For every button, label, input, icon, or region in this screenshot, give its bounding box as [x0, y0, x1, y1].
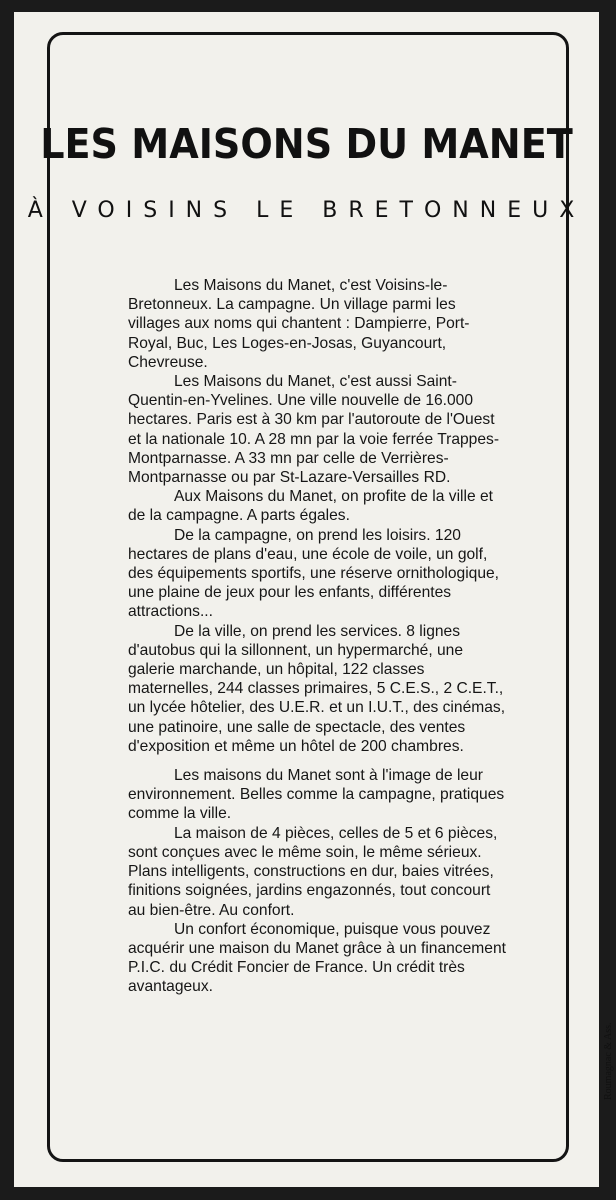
page-title: LES MAISONS DU MANET	[40, 120, 573, 168]
paragraph-services: De la ville, on prend les services. 8 lignes d'autobus qui la sillonnent, un hypermarché, une galerie marchande, un hôpital, 122 classes maternelles, 244 classes primaires, 5 C.E.S., 2 C.E.T., un lycée hôtelier, des U.E.R. et un I.U.T., des cinémas, une patinoire, une salle de spectacle, des ventes d'exposition et même un hôtel de 200 chambres.	[128, 622, 506, 755]
paragraph-loisirs: De la campagne, on prend les loisirs. 120 hectares de plans d'eau, une école de voile, un golf, des équipements sportifs, une réserve ornithologique, une plaine de jeux pour les enfants, différentes attractions...	[128, 526, 500, 621]
page-subtitle: À VOISINS LE BRETONNEUX	[27, 198, 586, 223]
brochure-page	[14, 12, 614, 1187]
paragraph-ville-campagne: Aux Maisons du Manet, on profite de la ville et de la campagne. A parts égales.	[128, 488, 493, 525]
paragraph-voisins: Les Maisons du Manet, c'est Voisins-le-Bretonneux. La campagne. Un village parmi les villages aux noms qui chantent : Dampierre, Port-Royal, Buc, Les Loges-en-Josas, Guyancourt, Chevreuse.	[128, 277, 470, 371]
paragraph-pieces: La maison de 4 pièces, celles de 5 et 6 pièces, sont conçues avec le même soin, le même sérieux. Plans intelligents, constructions en dur, baies vitrées, finitions soignées, jardins engazonnés, tout concourt au bien-être. Au confort.	[128, 824, 498, 919]
agency-credit: Roumagnac & Ass.	[603, 1022, 614, 1100]
paragraph-environnement: Les maisons du Manet sont à l'image de leur environnement. Belles comme la campagne, pratiques comme la ville.	[128, 767, 505, 823]
body-text	[128, 276, 508, 997]
paragraph-saint-quentin: Les Maisons du Manet, c'est aussi Saint-Quentin-en-Yvelines. Une ville nouvelle de 16.000 hectares. Paris est à 30 km par l'autoroute de l'Ouest et la nationale 10. A 28 mn par la voie ferrée Trappes-Montparnasse. A 33 mn par celle de Verrières-Montparnasse ou par St-Lazare-Versailles RD.	[128, 373, 500, 487]
paragraph-confort: Un confort économique, puisque vous pouvez acquérir une maison du Manet grâce à un financement P.I.C. du Crédit Foncier de France. Un crédit très avantageux.	[128, 920, 506, 996]
